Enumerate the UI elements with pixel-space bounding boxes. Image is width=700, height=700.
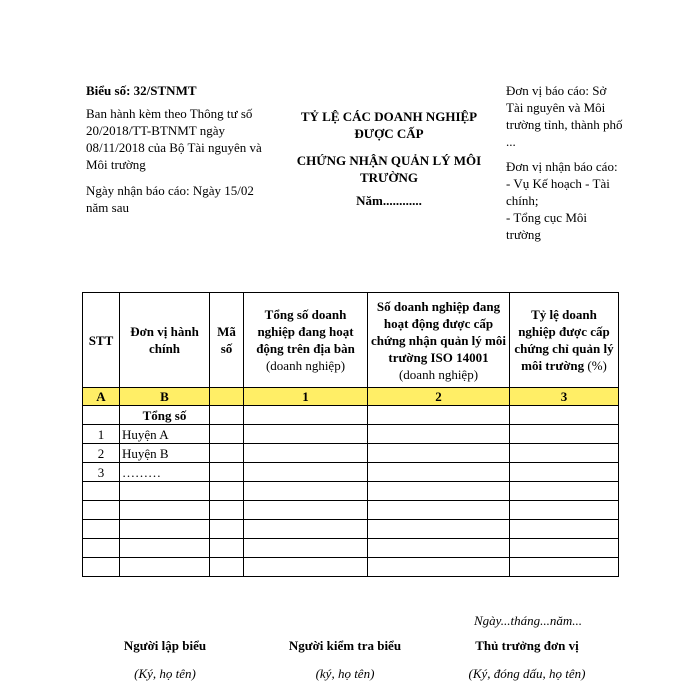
table-cell xyxy=(510,444,619,463)
letter-cell: 3 xyxy=(510,388,619,406)
signature-head xyxy=(442,638,612,682)
header-col3-text: Tỷ lệ doanh nghiệp được cấp chứng chỉ quản lý môi trường xyxy=(514,307,614,373)
table-cell xyxy=(244,501,368,520)
total-label: Tổng số xyxy=(120,406,210,425)
header-unit: Đơn vị hành chính xyxy=(120,293,210,388)
table-cell xyxy=(368,444,510,463)
table-cell xyxy=(368,406,510,425)
table-cell xyxy=(210,558,244,577)
table-cell xyxy=(510,406,619,425)
letter-cell: A xyxy=(83,388,120,406)
report-title xyxy=(282,108,496,209)
table-cell xyxy=(368,539,510,558)
date-line: Ngày...tháng...năm... xyxy=(474,613,582,628)
table-row xyxy=(83,520,619,539)
header-col3-unit: (%) xyxy=(587,358,607,373)
table-cell xyxy=(210,444,244,463)
row-unit-name xyxy=(120,501,210,520)
table-cell xyxy=(244,520,368,539)
table-cell xyxy=(368,501,510,520)
checker-note: (ký, họ tên) xyxy=(315,666,375,681)
table-cell xyxy=(368,520,510,539)
header-iso-enterprises xyxy=(368,293,510,388)
signature-checker xyxy=(260,638,430,682)
row-unit-name xyxy=(120,482,210,501)
table-row xyxy=(83,558,619,577)
table-cell xyxy=(210,425,244,444)
header-stt: STT xyxy=(83,293,120,388)
table-cell xyxy=(368,482,510,501)
row-unit-name: Huyện A xyxy=(120,425,210,444)
table-cell xyxy=(210,539,244,558)
table-row xyxy=(83,444,619,463)
row-unit-name xyxy=(120,520,210,539)
receiving-unit-1: - Vụ Kế hoạch - Tài chính; xyxy=(506,176,610,208)
total-row xyxy=(83,406,619,425)
table-cell xyxy=(510,558,619,577)
table-cell xyxy=(244,482,368,501)
table-cell xyxy=(210,482,244,501)
table-row xyxy=(83,501,619,520)
table-cell xyxy=(244,406,368,425)
report-year: Năm............ xyxy=(356,193,422,208)
table-row xyxy=(83,463,619,482)
report-table xyxy=(82,292,619,577)
table-cell xyxy=(510,520,619,539)
row-stt xyxy=(83,558,120,577)
column-letter-row xyxy=(83,388,619,406)
table-cell xyxy=(210,406,244,425)
table-cell xyxy=(510,425,619,444)
receiving-unit-label: Đơn vị nhận báo cáo: xyxy=(506,159,618,174)
table-cell xyxy=(510,539,619,558)
table-cell xyxy=(210,463,244,482)
head-role: Thủ trưởng đơn vị xyxy=(475,638,579,653)
row-stt xyxy=(83,482,120,501)
table-cell xyxy=(510,463,619,482)
table-cell xyxy=(368,463,510,482)
letter-cell: B xyxy=(120,388,210,406)
header-col1-text: Tổng số doanh nghiệp đang hoạt động trên địa bàn xyxy=(256,307,355,356)
row-stt xyxy=(83,501,120,520)
checker-role: Người kiểm tra biểu xyxy=(288,638,402,653)
table-row xyxy=(83,482,619,501)
header-ratio xyxy=(510,293,619,388)
title-line-1: TỶ LỆ CÁC DOANH NGHIỆP ĐƯỢC CẤP xyxy=(300,109,478,141)
header-total-enterprises xyxy=(244,293,368,388)
letter-cell xyxy=(210,388,244,406)
table-cell xyxy=(210,520,244,539)
table-cell xyxy=(244,558,368,577)
row-stt: 2 xyxy=(83,444,120,463)
table-cell xyxy=(510,482,619,501)
header-right xyxy=(506,82,624,243)
row-stt: 3 xyxy=(83,463,120,482)
letter-cell: 1 xyxy=(244,388,368,406)
issuing-basis: Ban hành kèm theo Thông tư số 20/2018/TT-BTNMT ngày 08/11/2018 của Bộ Tài nguyên và Môi trường xyxy=(86,106,262,172)
letter-cell: 2 xyxy=(368,388,510,406)
receive-date: Ngày nhận báo cáo: Ngày 15/02 năm sau xyxy=(86,183,254,215)
row-stt: 1 xyxy=(83,425,120,444)
table-row xyxy=(83,425,619,444)
table-cell xyxy=(244,425,368,444)
preparer-role: Người lập biểu xyxy=(123,638,207,653)
table-header-row xyxy=(83,293,619,388)
table-cell xyxy=(368,425,510,444)
table-cell xyxy=(244,539,368,558)
table-row xyxy=(83,539,619,558)
head-note: (Ký, đóng dấu, họ tên) xyxy=(468,666,586,681)
row-unit-name: Huyện B xyxy=(120,444,210,463)
row-stt xyxy=(83,520,120,539)
header-col2-unit: (doanh nghiệp) xyxy=(398,366,479,382)
header-code: Mã số xyxy=(210,293,244,388)
table-cell xyxy=(244,463,368,482)
form-code: Biểu số: 32/STNMT xyxy=(86,83,197,98)
table-cell xyxy=(244,444,368,463)
table-cell xyxy=(510,501,619,520)
header-col2-text: Số doanh nghiệp đang hoạt động được cấp chứng nhận quản lý môi trường ISO 14001 xyxy=(371,298,506,365)
signature-preparer xyxy=(80,638,250,682)
row-unit-name: ……… xyxy=(120,463,210,482)
row-unit-name xyxy=(120,558,210,577)
receiving-unit-2: - Tổng cục Môi trường xyxy=(506,210,587,242)
header-col1-unit: (doanh nghiệp) xyxy=(265,358,346,373)
table-cell xyxy=(210,501,244,520)
table-cell xyxy=(368,558,510,577)
preparer-note: (Ký, họ tên) xyxy=(134,666,196,681)
row-unit-name xyxy=(120,539,210,558)
table-cell xyxy=(83,406,120,425)
title-line-2: CHỨNG NHẬN QUẢN LÝ MÔI TRƯỜNG xyxy=(296,153,482,185)
reporting-unit: Đơn vị báo cáo: Sở Tài nguyên và Môi trường tỉnh, thành phố ... xyxy=(506,83,623,149)
header-left xyxy=(86,82,276,216)
row-stt xyxy=(83,539,120,558)
